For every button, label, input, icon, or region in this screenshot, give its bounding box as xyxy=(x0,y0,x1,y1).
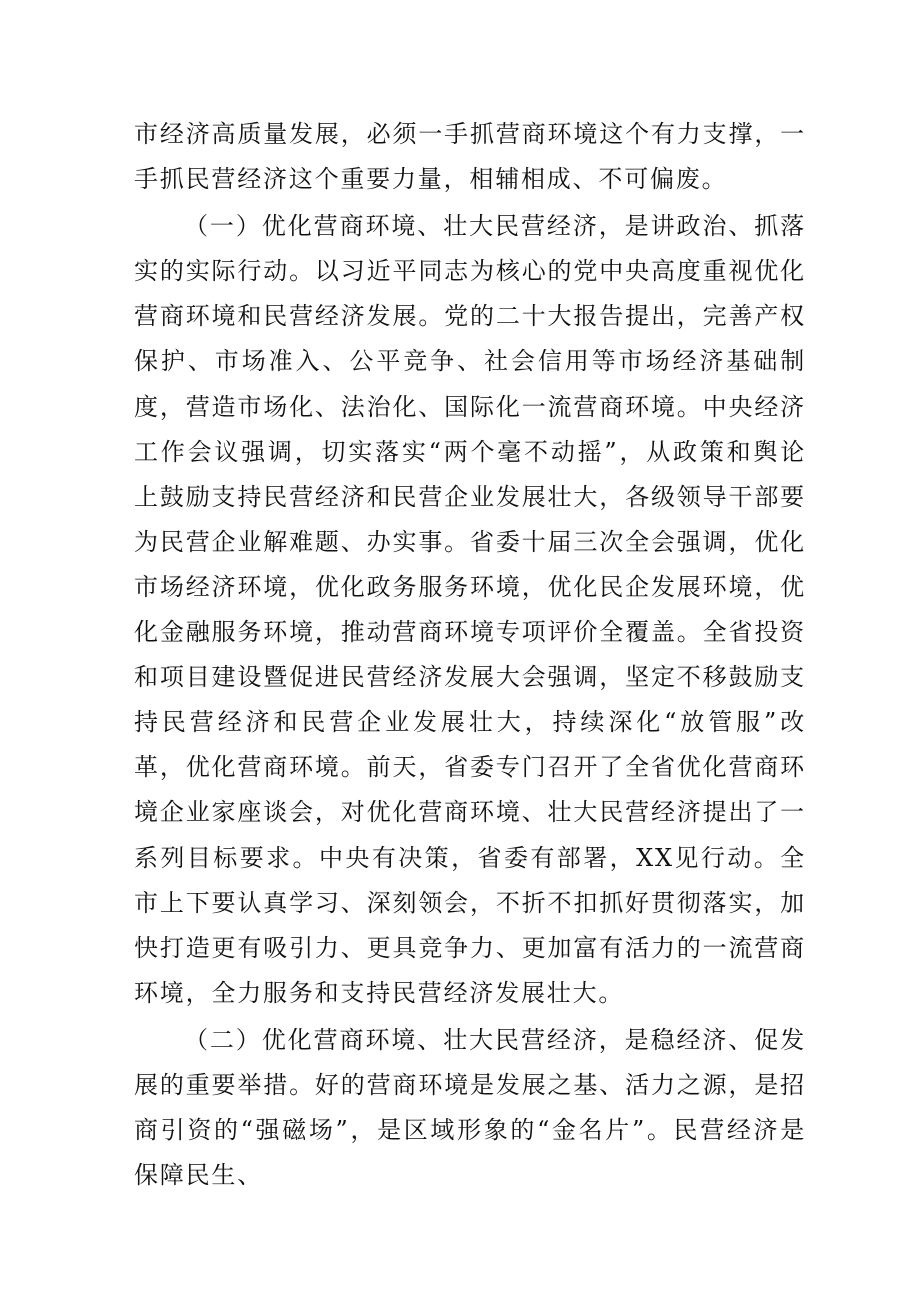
paragraph-section-2: （二）优化营商环境、壮大民营经济，是稳经济、促发展的重要举措。好的营商环境是发展之基、活力之源，是招商引资的“强磁场”，是区域形象的“金名片”。民营经济是保障民生、 xyxy=(134,1025,806,1190)
paragraph-section-1: （一）优化营商环境、壮大民营经济，是讲政治、抓落实的实际行动。以习近平同志为核心的党中央高度重视优化营商环境和民营经济发展。党的二十大报告提出，完善产权保护、市场准入、公平竞争、社会信用等市场经济基础制度，营造市场化、法治化、国际化一流营商环境。中央经济工作会议强调，切实落实“两个毫不动摇”，从政策和舆论上鼓励支持民营经济和民营企业发展壮大，各级领导干部要为民营企业解难题、办实事。省委十届三次全会强调，优化市场经济环境，优化政务服务环境，优化民企发展环境，优化金融服务环境，推动营商环境专项评价全覆盖。全省投资和项目建设暨促进民营经济发展大会强调，坚定不移鼓励支持民营经济和民营企业发展壮大，持续深化“放管服”改革，优化营商环境。前天，省委专门召开了全省优化营商环境企业家座谈会，对优化营商环境、壮大民营经济提出了一系列目标要求。中央有决策，省委有部署，XX见行动。全市上下要认真学习、深刻领会，不折不扣抓好贯彻落实，加快打造更有吸引力、更具竞争力、更加富有活力的一流营商环境，全力服务和支持民营经济发展壮大。 xyxy=(134,212,806,1007)
document-body xyxy=(134,112,806,1198)
paragraph-continuation: 市经济高质量发展，必须一手抓营商环境这个有力支撑，一手抓民营经济这个重要力量，相辅相成、不可偏废。 xyxy=(134,120,806,194)
